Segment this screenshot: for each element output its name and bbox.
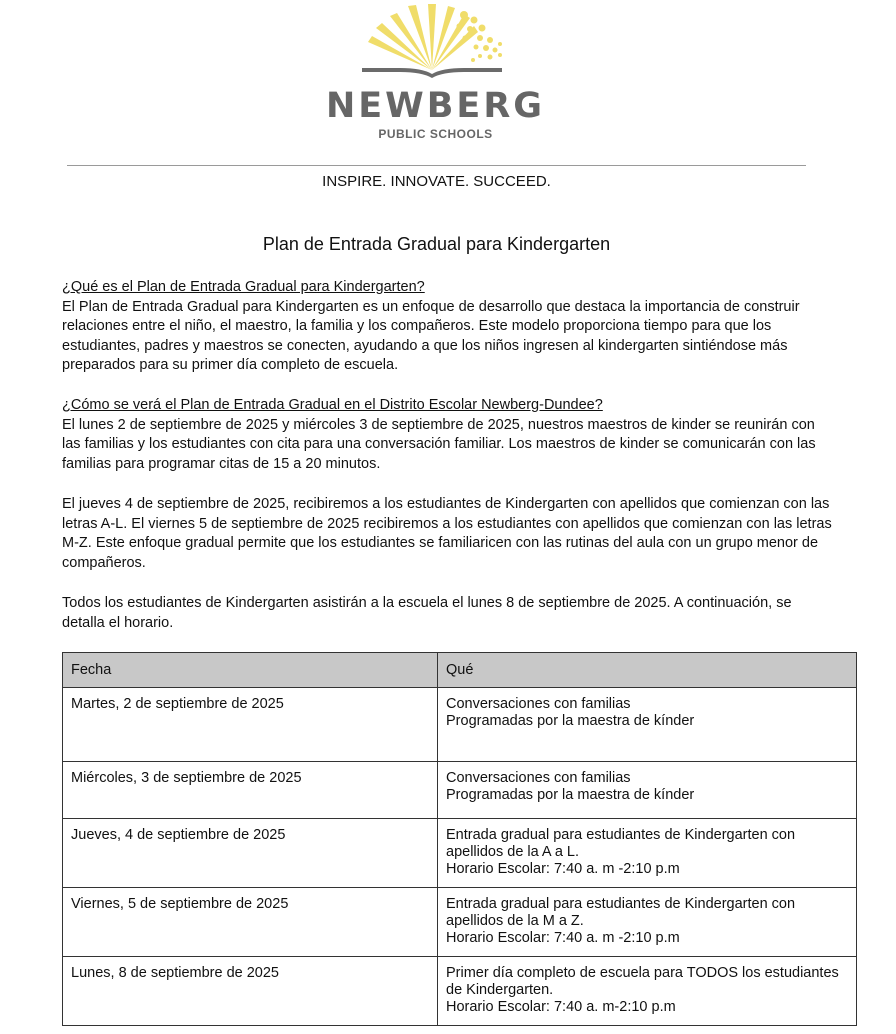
what-line: Horario Escolar: 7:40 a. m-2:10 p.m [446,999,676,1015]
brand-subtitle: PUBLIC SCHOOLS [378,127,493,141]
table-header-row [63,653,857,688]
schedule-table [62,652,857,1026]
what-line: Conversaciones con familias [446,696,631,712]
what-line: Programadas por la maestra de kínder [446,787,695,803]
motto: INSPIRE. INNOVATE. SUCCEED. [322,173,551,190]
what-line: Horario Escolar: 7:40 a. m -2:10 p.m [446,930,680,946]
date-cell: Martes, 2 de septiembre de 2025 [63,688,438,762]
date-cell: Viernes, 5 de septiembre de 2025 [63,888,438,957]
header-divider [67,165,806,166]
table-row [63,762,857,819]
book-rays-logo-icon [340,2,530,82]
what-cell [438,688,857,762]
what-cell [438,888,857,957]
table-row [63,888,857,957]
what-cell [438,819,857,888]
section-body: El Plan de Entrada Gradual para Kindergarten es un enfoque de desarrollo que destaca la importancia de construir relaciones entre el niño, el maestro, la familia y los compañeros. Este modelo proporciona tiempo para que los estudiantes, padres y maestros se conecten, ayudando a que los niños ingresen al kindergarten sintiéndose más preparados para su primer día completo de escuela. [62,298,800,374]
what-line: Entrada gradual para estudiantes de Kindergarten con apellidos de la M a Z. [446,896,796,929]
paragraph-text: El jueves 4 de septiembre de 2025, recibiremos a los estudiantes de Kindergarten con apellidos que comienzan con las letras A-L. El viernes 5 de septiembre de 2025 recibiremos a los estudiantes con apellidos que comienzan con las letras M-Z. Este enfoque gradual permite que los estudiantes se familiaricen con las rutinas del aula con un grupo menor de compañeros. [62,496,832,571]
what-line: Entrada gradual para estudiantes de Kindergarten con apellidos de la A a L. [446,827,796,860]
column-header-what: Qué [438,653,857,688]
what-line: Programadas por la maestra de kínder [446,713,695,729]
column-header-date: Fecha [63,653,438,688]
what-cell [438,957,857,1026]
what-line: Conversaciones con familias [446,770,631,786]
what-cell [438,762,857,819]
table-row [63,819,857,888]
section-how-will-look [62,396,832,474]
what-line: Primer día completo de escuela para TODOS los estudiantes de Kindergarten. [446,965,839,998]
section-body: El lunes 2 de septiembre de 2025 y miércoles 3 de septiembre de 2025, nuestros maestros de kinder se reunirán con las familias y los estudiantes con cita para una conversación familiar. Los maestros de kinder se comunicarán con las familias para programar citas de 15 a 20 minutos. [62,416,816,472]
table-row [63,957,857,1026]
date-cell: Lunes, 8 de septiembre de 2025 [63,957,438,1026]
header-logo [0,0,896,150]
paragraph-entry-days [62,495,832,573]
sun-rays-icon [368,4,502,70]
table-row [63,688,857,762]
date-cell: Jueves, 4 de septiembre de 2025 [63,819,438,888]
brand-name: NEWBERG [325,86,546,126]
what-line: Horario Escolar: 7:40 a. m -2:10 p.m [446,861,680,877]
section-what-is [62,278,832,376]
paragraph-full-day [62,594,832,633]
paragraph-text: Todos los estudiantes de Kindergarten asistirán a la escuela el lunes 8 de septiembre de 2025. A continuación, se detalla el horario. [62,595,792,631]
section-heading: ¿Qué es el Plan de Entrada Gradual para Kindergarten? [62,279,425,295]
section-heading: ¿Cómo se verá el Plan de Entrada Gradual en el Distrito Escolar Newberg-Dundee? [62,397,603,413]
page-title: Plan de Entrada Gradual para Kindergarten [262,234,611,254]
date-cell: Miércoles, 3 de septiembre de 2025 [63,762,438,819]
